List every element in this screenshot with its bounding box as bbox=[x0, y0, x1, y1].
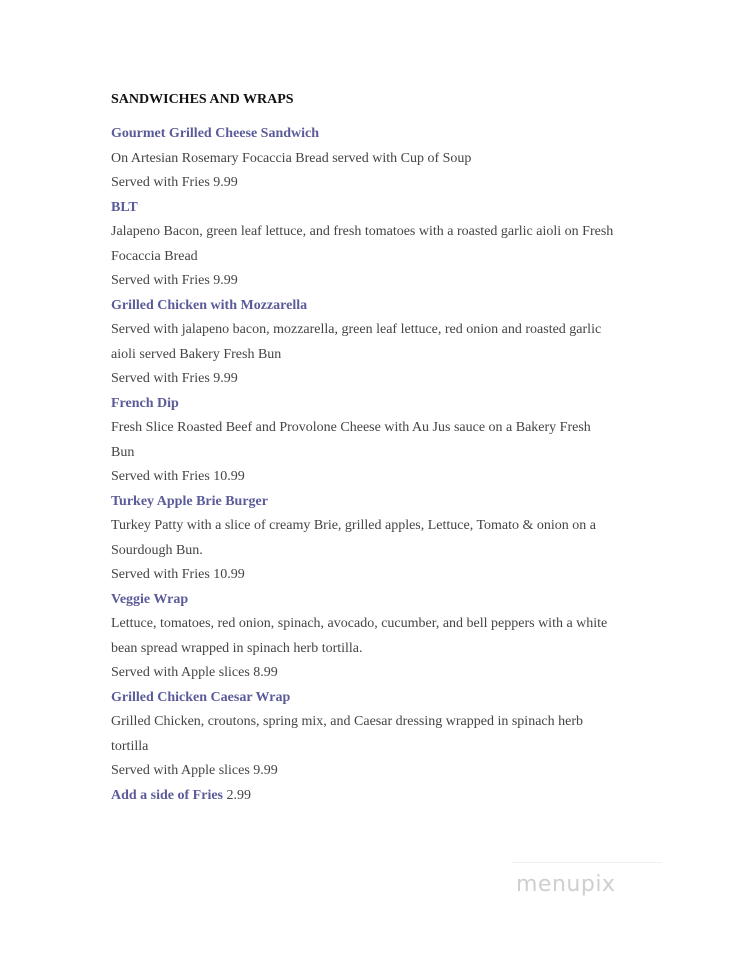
menu-item-description-line: Served with Fries 10.99 bbox=[111, 469, 245, 484]
menu-item-description-line: Fresh Slice Roasted Beef and Provolone Cheese with Au Jus sauce on a Bakery Fresh bbox=[111, 420, 591, 435]
menu-item-description-line: bean spread wrapped in spinach herb tortilla. bbox=[111, 640, 363, 656]
menu-item bbox=[111, 294, 651, 392]
menu-item-name: Gourmet Grilled Cheese Sandwich bbox=[111, 126, 320, 141]
menu-item-description-line: Lettuce, tomatoes, red onion, spinach, avocado, cucumber, and bell peppers with a white bbox=[111, 616, 608, 631]
menu-item-description-line: Served with Fries 9.99 bbox=[111, 175, 238, 190]
side-name: Add a side of Fries bbox=[111, 787, 223, 803]
menu-item bbox=[111, 490, 651, 588]
watermark-rule bbox=[512, 862, 662, 863]
menu-item bbox=[111, 196, 651, 294]
watermark-logo: menupix bbox=[516, 872, 616, 897]
side-price: 2.99 bbox=[226, 787, 251, 803]
menu-item-description-line: Served with Fries 9.99 bbox=[111, 273, 238, 288]
menu-item-description-line: Served with Fries 9.99 bbox=[111, 371, 238, 386]
menu-item-description-line: Sourdough Bun. bbox=[111, 542, 203, 558]
menu-item-description-line: On Artesian Rosemary Focaccia Bread served with Cup of Soup bbox=[111, 150, 472, 166]
menu-item-description-line: Served with Apple slices 8.99 bbox=[111, 665, 278, 680]
menu-item-description-line: Jalapeno Bacon, green leaf lettuce, and fresh tomatoes with a roasted garlic aioli on Fresh bbox=[111, 224, 614, 239]
menu-item-name: BLT bbox=[111, 199, 138, 215]
menu-item-description-line: Served with Fries 10.99 bbox=[111, 567, 245, 582]
menu-item-name: Turkey Apple Brie Burger bbox=[111, 493, 268, 509]
menu-item-description-line: Focaccia Bread bbox=[111, 248, 198, 264]
menu-item-description-line: Grilled Chicken, croutons, spring mix, and Caesar dressing wrapped in spinach herb bbox=[111, 714, 584, 729]
menu-item-description-line: Served with jalapeno bacon, mozzarella, green leaf lettuce, red onion and roasted garlic bbox=[111, 322, 602, 337]
menu-item-name: Grilled Chicken Caesar Wrap bbox=[111, 689, 291, 705]
menu-page bbox=[111, 90, 651, 808]
menu-item bbox=[111, 686, 651, 784]
menu-item-description-line: Bun bbox=[111, 444, 135, 460]
menu-item-name: Grilled Chicken with Mozzarella bbox=[111, 297, 308, 313]
menu-item-name: Veggie Wrap bbox=[111, 591, 189, 607]
menu-item bbox=[111, 122, 651, 196]
menu-item-description-line: Served with Apple slices 9.99 bbox=[111, 763, 278, 778]
side-add-on bbox=[111, 784, 651, 809]
menu-items bbox=[111, 122, 651, 784]
section-title: SANDWICHES AND WRAPS bbox=[111, 92, 294, 107]
menu-item-description-line: tortilla bbox=[111, 738, 149, 754]
menu-item-description-line: Turkey Patty with a slice of creamy Brie, grilled apples, Lettuce, Tomato & onion on a bbox=[111, 518, 597, 533]
menu-item bbox=[111, 588, 651, 686]
menu-item-name: French Dip bbox=[111, 395, 179, 411]
menu-item bbox=[111, 392, 651, 490]
menu-item-description-line: aioli served Bakery Fresh Bun bbox=[111, 346, 282, 362]
